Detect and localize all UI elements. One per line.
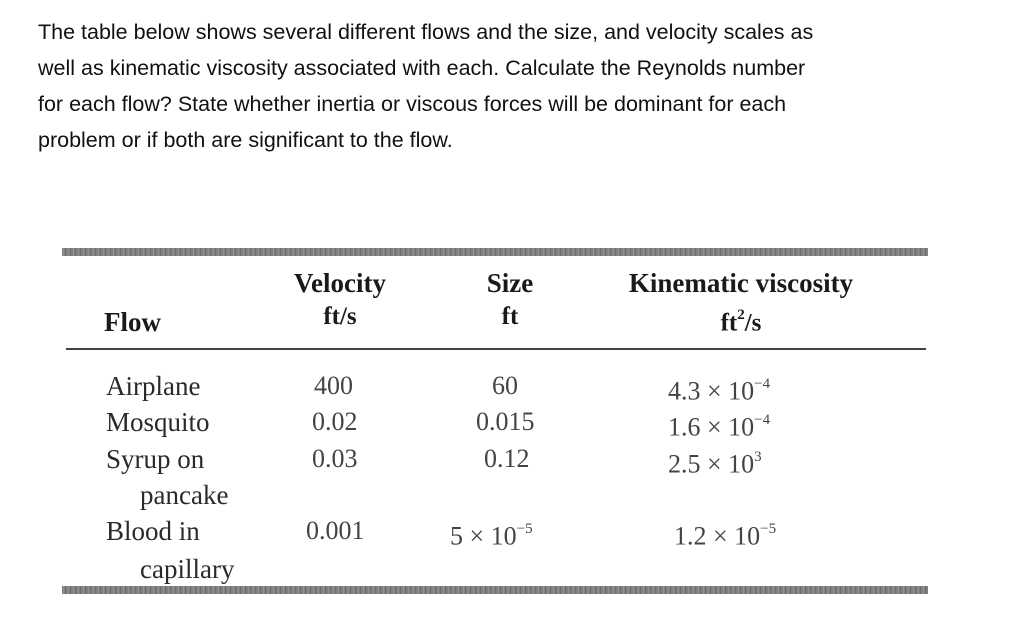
viscosity-unit-base: ft [720,309,738,337]
header-viscosity [596,266,886,340]
viscosity-exp: −4 [754,376,771,392]
question-line: well as kinematic viscosity associated with each. Calculate the Reynolds number [38,56,806,80]
row-viscosity [668,441,762,483]
question-line: for each flow? State whether inertia or viscous forces will be dominant for each [38,92,787,116]
row-size [450,513,533,555]
viscosity-mantissa: 1.6 × 10 [668,412,755,442]
viscosity-unit-exp: 2 [737,307,745,323]
header-rule [66,348,926,350]
row-flow: Blood in [106,516,200,546]
row-velocity: 0.02 [312,407,358,436]
row-size: 0.12 [484,444,530,473]
question-line: The table below shows several different flows and the size, and velocity scales as [38,20,814,44]
header-velocity-unit: ft/s [323,303,357,330]
row-flow: Mosquito [106,407,210,437]
row-flow-cont: pancake [140,480,229,510]
header-size [460,266,560,334]
row-velocity: 0.03 [312,444,358,473]
header-velocity-label: Velocity [294,268,386,298]
row-flow: Syrup on [106,444,205,474]
row-size: 0.015 [476,407,535,436]
row-flow-cont: capillary [140,554,235,584]
header-flow [104,305,184,339]
row-size: 60 [492,371,518,400]
header-velocity [270,266,410,334]
header-size-label: Size [486,268,534,298]
row-velocity: 400 [314,371,353,400]
row-viscosity [674,513,776,555]
viscosity-mantissa: 2.5 × 10 [668,449,755,479]
question-line: problem or if both are significant to the flow. [38,128,453,152]
row-velocity: 0.001 [306,516,365,545]
viscosity-exp: 3 [754,449,762,465]
table-bottom-rule [62,586,928,594]
size-mantissa: 5 × 10 [450,521,517,551]
viscosity-exp: −5 [760,521,777,537]
question-text [38,14,988,158]
row-flow: Airplane [106,371,201,401]
row-viscosity [668,404,770,446]
header-flow-label: Flow [104,307,161,337]
viscosity-mantissa: 4.3 × 10 [668,376,755,406]
viscosity-unit-tail: /s [744,309,762,337]
header-size-unit: ft [501,303,519,330]
size-exp: −5 [516,521,533,537]
viscosity-exp: −4 [754,412,771,428]
header-viscosity-unit [596,300,886,340]
viscosity-mantissa: 1.2 × 10 [674,521,761,551]
table-top-rule [62,248,928,256]
header-viscosity-label: Kinematic viscosity [628,268,854,298]
